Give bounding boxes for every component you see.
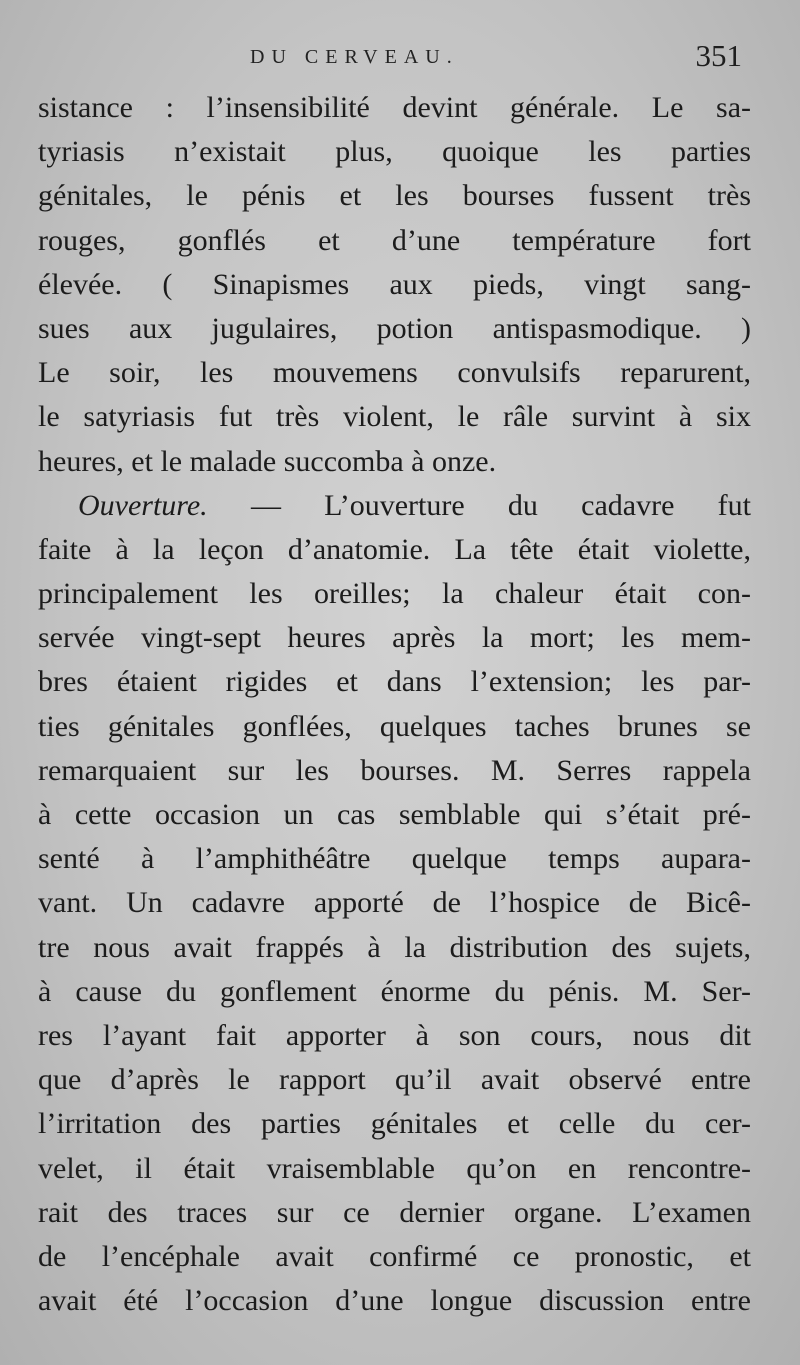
text-line: senté à l’amphithéâtre quelque temps aupara-	[38, 842, 751, 876]
body-text	[38, 86, 751, 1323]
text-line: tyriasis n’existait plus, quoique les parties	[38, 135, 751, 169]
running-head: DU CERVEAU.	[250, 46, 459, 68]
text-line: l’irritation des parties génitales et celle du cer-	[38, 1107, 751, 1141]
text-line: avait été l’occasion d’une longue discussion entre	[38, 1284, 751, 1318]
text-line: rait des traces sur ce dernier organe. L’examen	[38, 1195, 751, 1229]
text-line: sues aux jugulaires, potion antispasmodique. )	[38, 311, 751, 345]
text-line: sistance : l’insensibilité devint générale. Le sa-	[38, 91, 751, 124]
text-line: servée vingt-sept heures après la mort; les mem-	[38, 621, 751, 655]
text-line: velet, il était vraisemblable qu’on en rencontre-	[38, 1151, 751, 1185]
text-line-rest: — L’ouverture du cadavre fut	[250, 488, 751, 522]
text-line: principalement les oreilles; la chaleur était con-	[38, 577, 751, 611]
text-line: ties génitales gonflées, quelques taches brunes se	[38, 709, 751, 743]
text-line: res l’ayant fait apporter à son cours, nous dit	[38, 1018, 751, 1052]
section-label: Ouverture.	[78, 488, 208, 522]
text-line: heures, et le malade succomba à onze.	[38, 444, 497, 478]
text-line: Le soir, les mouvemens convulsifs reparurent,	[38, 356, 751, 390]
text-line: bres étaient rigides et dans l’extension; les par-	[38, 665, 751, 699]
text-line: de l’encéphale avait confirmé ce pronostic, et	[38, 1239, 751, 1273]
text-line: génitales, le pénis et les bourses fussent très	[38, 179, 751, 213]
page-header	[0, 38, 800, 82]
text-line-section-start	[38, 484, 751, 528]
text-line: vant. Un cadavre apporté de l’hospice de Bicê-	[38, 886, 751, 920]
text-line: remarquaient sur les bourses. M. Serres rappela	[38, 753, 751, 787]
text-line: que d’après le rapport qu’il avait observé entre	[38, 1063, 751, 1097]
text-line: élevée. ( Sinapismes aux pieds, vingt sang-	[38, 267, 751, 301]
text-line: à cette occasion un cas semblable qui s’était pré-	[38, 798, 751, 831]
text-line: rouges, gonflés et d’une température fort	[38, 223, 751, 257]
text-line: faite à la leçon d’anatomie. La tête était violette,	[38, 532, 751, 566]
text-line: le satyriasis fut très violent, le râle survint à six	[38, 400, 751, 434]
text-line: à cause du gonflement énorme du pénis. M. Ser-	[38, 974, 751, 1008]
text-line: tre nous avait frappés à la distribution des sujets,	[38, 930, 751, 964]
page-number: 351	[695, 38, 742, 73]
